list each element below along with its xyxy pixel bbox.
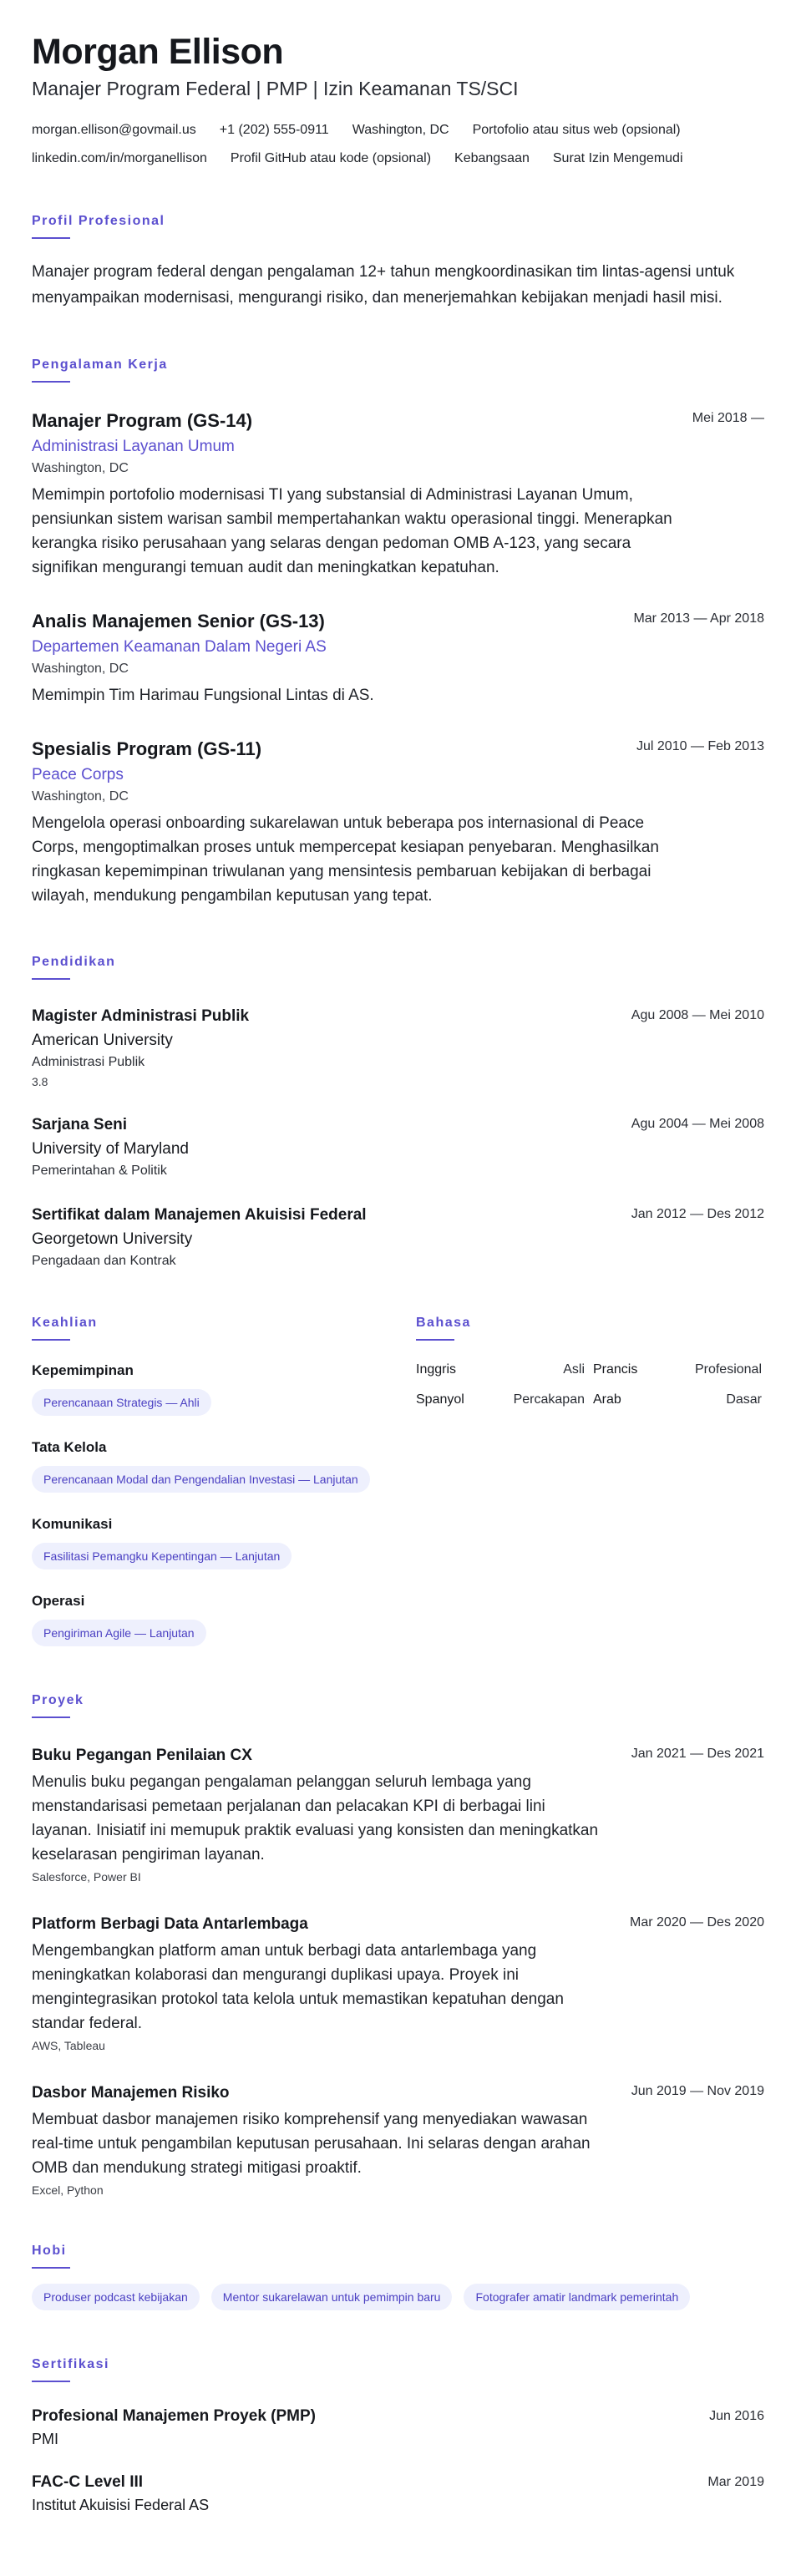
experience-entry bbox=[32, 738, 764, 908]
skill-chip: Fasilitasi Pemangku Kepentingan — Lanjutan bbox=[32, 1543, 292, 1569]
project-title: Buku Pegangan Penilaian CX bbox=[32, 1747, 252, 1764]
project-entry bbox=[32, 2082, 764, 2197]
section-title-certifications: Sertifikasi bbox=[32, 2357, 764, 2382]
project-entry bbox=[32, 1914, 764, 2052]
language-level: Profesional bbox=[694, 1362, 762, 1377]
education-date: Agu 2004 — Mei 2008 bbox=[631, 1117, 764, 1131]
hobby-chip: Mentor sukarelawan untuk pemimpin baru bbox=[211, 2284, 453, 2310]
section-title-experience: Pengalaman Kerja bbox=[32, 357, 764, 383]
skill-chip: Perencanaan Modal dan Pengendalian Investasi — Lanjutan bbox=[32, 1466, 370, 1493]
job-date: Mei 2018 — bbox=[692, 411, 764, 425]
education-entry bbox=[32, 1115, 764, 1179]
certification-title: Profesional Manajemen Proyek (PMP) bbox=[32, 2407, 316, 2425]
gpa: 3.8 bbox=[32, 1075, 48, 1088]
job-description: Memimpin Tim Harimau Fungsional Lintas di AS. bbox=[32, 687, 374, 704]
certification-title: FAC-C Level III bbox=[32, 2473, 144, 2491]
project-title: Platform Berbagi Data Antarlembaga bbox=[32, 1915, 308, 1933]
language-name: Spanyol bbox=[416, 1392, 464, 1407]
project-description: Menulis buku pegangan pengalaman pelanggan seluruh lembaga yang menstandarisasi pemetaan perjalanan dan pelacakan KPI di berbagai lini layanan. Inisiatif ini memupuk praktik evaluasi yang konsisten dan meningkatkan keselarasan pengiriman layanan. bbox=[32, 1773, 599, 1864]
contact-list bbox=[32, 122, 767, 167]
skill-chip: Pengiriman Agile — Lanjutan bbox=[32, 1620, 206, 1646]
language-level: Asli bbox=[563, 1362, 585, 1377]
project-title: Dasbor Manajemen Risiko bbox=[32, 2084, 230, 2102]
language-level: Percakapan bbox=[513, 1392, 585, 1407]
education-date: Agu 2008 — Mei 2010 bbox=[631, 1008, 764, 1022]
hobby-chip: Produser podcast kebijakan bbox=[32, 2284, 200, 2310]
school: American University bbox=[32, 1032, 173, 1049]
project-date: Jan 2021 — Des 2021 bbox=[631, 1747, 764, 1761]
job-title: Analis Manajemen Senior (GS-13) bbox=[32, 611, 325, 631]
field-of-study: Pengadaan dan Kontrak bbox=[32, 1254, 176, 1268]
contact-phone[interactable]: +1 (202) 555-0911 bbox=[219, 123, 329, 137]
project-list bbox=[32, 1745, 764, 2197]
job-location: Washington, DC bbox=[32, 461, 129, 475]
project-date: Mar 2020 — Des 2020 bbox=[630, 1915, 764, 1929]
certification-date: Jun 2016 bbox=[709, 2409, 764, 2423]
experience-list bbox=[32, 409, 764, 908]
language-level: Dasar bbox=[726, 1392, 762, 1407]
section-title-profile: Profil Profesional bbox=[32, 214, 764, 239]
project-description: Mengembangkan platform aman untuk berbagi data antarlembaga yang meningkatkan kolaborasi dan mengurangi duplikasi upaya. Proyek ini mengintegrasikan protokol tata kelola untuk memastikan kepatuhan dengan standar federal. bbox=[32, 1942, 564, 2032]
project-technologies: Excel, Python bbox=[32, 2183, 104, 2197]
job-date: Mar 2013 — Apr 2018 bbox=[633, 611, 764, 626]
job-title: Manajer Program (GS-14) bbox=[32, 410, 253, 431]
section-title-projects: Proyek bbox=[32, 1693, 764, 1718]
language-name: Arab bbox=[593, 1392, 621, 1407]
degree: Sarjana Seni bbox=[32, 1116, 128, 1133]
skill-category: Operasi bbox=[32, 1593, 85, 1609]
school: University of Maryland bbox=[32, 1140, 189, 1158]
field-of-study: Pemerintahan & Politik bbox=[32, 1164, 167, 1178]
certification-entry bbox=[32, 2473, 764, 2514]
skills-column bbox=[32, 1269, 383, 1646]
job-location: Washington, DC bbox=[32, 662, 129, 676]
field-of-study: Administrasi Publik bbox=[32, 1055, 145, 1069]
degree: Sertifikat dalam Manajemen Akuisisi Federal bbox=[32, 1206, 367, 1224]
contact-nationality: Kebangsaan bbox=[454, 151, 530, 165]
contact-portfolio[interactable]: Portofolio atau situs web (opsional) bbox=[472, 123, 681, 137]
certification-issuer: PMI bbox=[32, 2431, 59, 2447]
job-description: Memimpin portofolio modernisasi TI yang substansial di Administrasi Layanan Umum, pensiunkan sistem warisan sambil mempertahankan waktu operasional tinggi. Menerapkan kerangka risiko perusahaan yang selaras dengan pedoman OMB A-123, yang secara signifikan mengurangi temuan audit dan meningkatkan kepatuhan. bbox=[32, 486, 672, 576]
job-organization: Administrasi Layanan Umum bbox=[32, 438, 235, 455]
hobby-list bbox=[32, 2284, 764, 2310]
education-entry bbox=[32, 1007, 764, 1088]
hobby-chip: Fotografer amatir landmark pemerintah bbox=[464, 2284, 690, 2310]
certification-date: Mar 2019 bbox=[707, 2475, 764, 2489]
job-organization: Peace Corps bbox=[32, 766, 124, 783]
contact-github[interactable]: Profil GitHub atau kode (opsional) bbox=[230, 151, 432, 165]
skill-category: Tata Kelola bbox=[32, 1439, 107, 1455]
skill-category: Komunikasi bbox=[32, 1516, 113, 1532]
language-list bbox=[416, 1362, 762, 1407]
skills-languages-row bbox=[32, 1269, 764, 1646]
job-description: Mengelola operasi onboarding sukarelawan untuk beberapa pos internasional di Peace Corps, mengoptimalkan proses untuk mempercepat kesiapan penyebaran. Menghasilkan ringkasan kepemimpinan triwulanan yang mensintesis pembaruan kebijakan di berbagai wilayah, mendukung pengambilan keputusan yang tepat. bbox=[32, 814, 659, 905]
contact-linkedin[interactable]: linkedin.com/in/morganellison bbox=[32, 151, 207, 165]
contact-driving-license: Surat Izin Mengemudi bbox=[552, 151, 683, 165]
skill-category: Kepemimpinan bbox=[32, 1362, 134, 1378]
certification-list bbox=[32, 2407, 764, 2514]
profile-summary: Manajer program federal dengan pengalaman 12+ tahun mengkoordinasikan tim lintas-agensi untuk menyampaikan modernisasi, mengurangi risiko, dan menerjemahkan kebijakan menjadi hasil misi. bbox=[32, 263, 735, 307]
section-title-skills: Keahlian bbox=[32, 1316, 383, 1341]
education-date: Jan 2012 — Des 2012 bbox=[631, 1207, 764, 1221]
headline: Manajer Program Federal | PMP | Izin Keamanan TS/SCI bbox=[32, 78, 519, 99]
project-description: Membuat dasbor manajemen risiko komprehensif yang menyediakan wawasan real-time untuk pengambilan keputusan perusahaan. Ini selaras dengan arahan OMB dan mendukung strategi mitigasi proaktif. bbox=[32, 2111, 591, 2177]
candidate-name: Morgan Ellison bbox=[32, 32, 284, 72]
experience-entry bbox=[32, 409, 764, 580]
job-title: Spesialis Program (GS-11) bbox=[32, 738, 262, 759]
language-name: Inggris bbox=[416, 1362, 457, 1377]
section-title-education: Pendidikan bbox=[32, 955, 764, 980]
experience-entry bbox=[32, 610, 764, 707]
language-name: Prancis bbox=[593, 1362, 638, 1377]
section-title-languages: Bahasa bbox=[416, 1316, 764, 1341]
project-technologies: AWS, Tableau bbox=[32, 2039, 105, 2052]
languages-column bbox=[416, 1269, 764, 1646]
section-title-hobbies: Hobi bbox=[32, 2244, 764, 2269]
contact-email[interactable]: morgan.ellison@govmail.us bbox=[32, 123, 196, 137]
certification-issuer: Institut Akuisisi Federal AS bbox=[32, 2497, 210, 2513]
certification-entry bbox=[32, 2407, 764, 2448]
contact-location: Washington, DC bbox=[352, 123, 449, 137]
job-location: Washington, DC bbox=[32, 789, 129, 804]
school: Georgetown University bbox=[32, 1230, 193, 1248]
degree: Magister Administrasi Publik bbox=[32, 1007, 250, 1025]
project-date: Jun 2019 — Nov 2019 bbox=[631, 2084, 764, 2098]
education-list bbox=[32, 1007, 764, 1269]
project-entry bbox=[32, 1745, 764, 1884]
education-entry bbox=[32, 1205, 764, 1269]
project-technologies: Salesforce, Power BI bbox=[32, 1870, 141, 1884]
job-organization: Departemen Keamanan Dalam Negeri AS bbox=[32, 638, 327, 656]
skill-chip: Perencanaan Strategis — Ahli bbox=[32, 1389, 211, 1416]
job-date: Jul 2010 — Feb 2013 bbox=[636, 739, 764, 753]
